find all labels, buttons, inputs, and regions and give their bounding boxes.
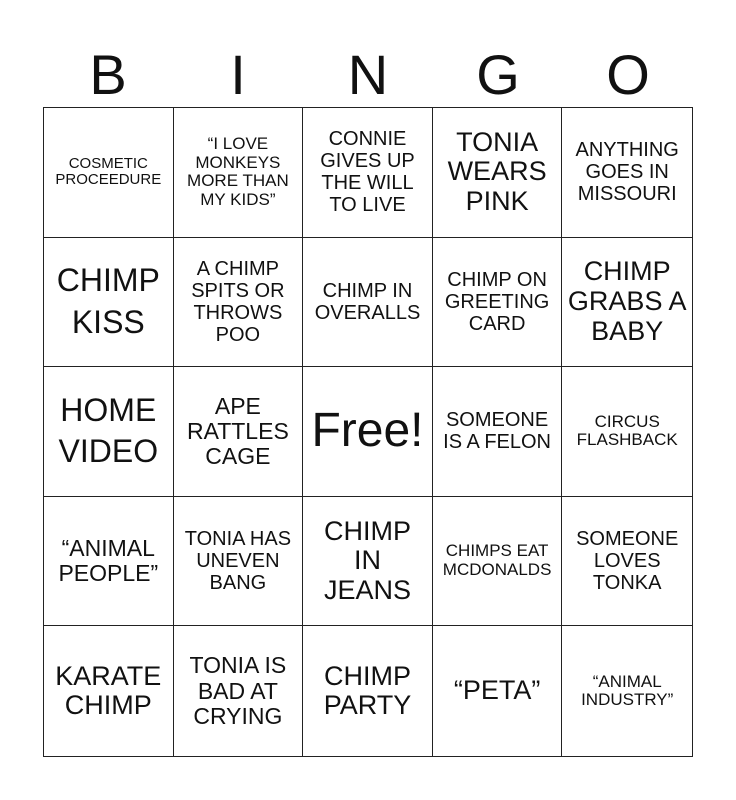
bingo-cell[interactable]: SOMEONE LOVES TONKA [562,497,692,627]
bingo-cell[interactable]: A CHIMP SPITS OR THROWS POO [174,238,304,368]
bingo-cell[interactable]: “ANIMAL INDUSTRY” [581,671,674,710]
bingo-cell[interactable]: CHIMP PARTY [303,626,433,756]
bingo-cell[interactable]: CHIMP GRABS A BABY [562,238,692,368]
bingo-cell[interactable]: TONIA WEARS PINK [433,108,563,238]
bingo-cell[interactable]: CHIMPS EAT MCDONALDS [433,497,563,627]
header-letter-b: B [89,43,127,106]
bingo-cell[interactable]: CIRCUS FLASHBACK [562,367,692,497]
bingo-cell[interactable]: APE RATTLES CAGE [174,367,304,497]
bingo-cell[interactable]: TONIA HAS UNEVEN BANG [174,497,304,627]
bingo-cell[interactable]: CHIMP IN OVERALLS [303,238,433,368]
bingo-cell[interactable]: CHIMP KISS [44,238,174,368]
bingo-cell[interactable]: “ANIMAL PEOPLE” [44,497,174,627]
bingo-cell[interactable]: CHIMP ON GREETING CARD [433,238,563,368]
bingo-grid [43,107,693,757]
header-letter-g: G [476,43,520,106]
header-letter-n: N [347,43,389,106]
header-letter-o: O [606,43,650,106]
header-letter-i: I [230,43,246,106]
bingo-cell[interactable]: CHIMP IN JEANS [303,497,433,627]
bingo-cell[interactable]: CONNIE GIVES UP THE WILL TO LIVE [303,108,433,238]
bingo-header [43,40,693,110]
bingo-cell[interactable]: TONIA IS BAD AT CRYING [174,626,304,756]
bingo-cell[interactable]: SOMEONE IS A FELON [433,367,563,497]
bingo-cell[interactable]: HOME VIDEO [44,367,174,497]
bingo-cell[interactable]: COSMETIC PROCEEDURE [44,108,174,238]
bingo-cell[interactable]: “I LOVE MONKEYS MORE THAN MY KIDS” [174,108,304,238]
bingo-cell[interactable]: KARATE CHIMP [44,626,174,756]
bingo-cell[interactable]: ANYTHING GOES IN MISSOURI [562,108,692,238]
free-space-cell[interactable]: Free! [303,367,433,497]
bingo-cell[interactable]: “PETA” [433,626,563,756]
